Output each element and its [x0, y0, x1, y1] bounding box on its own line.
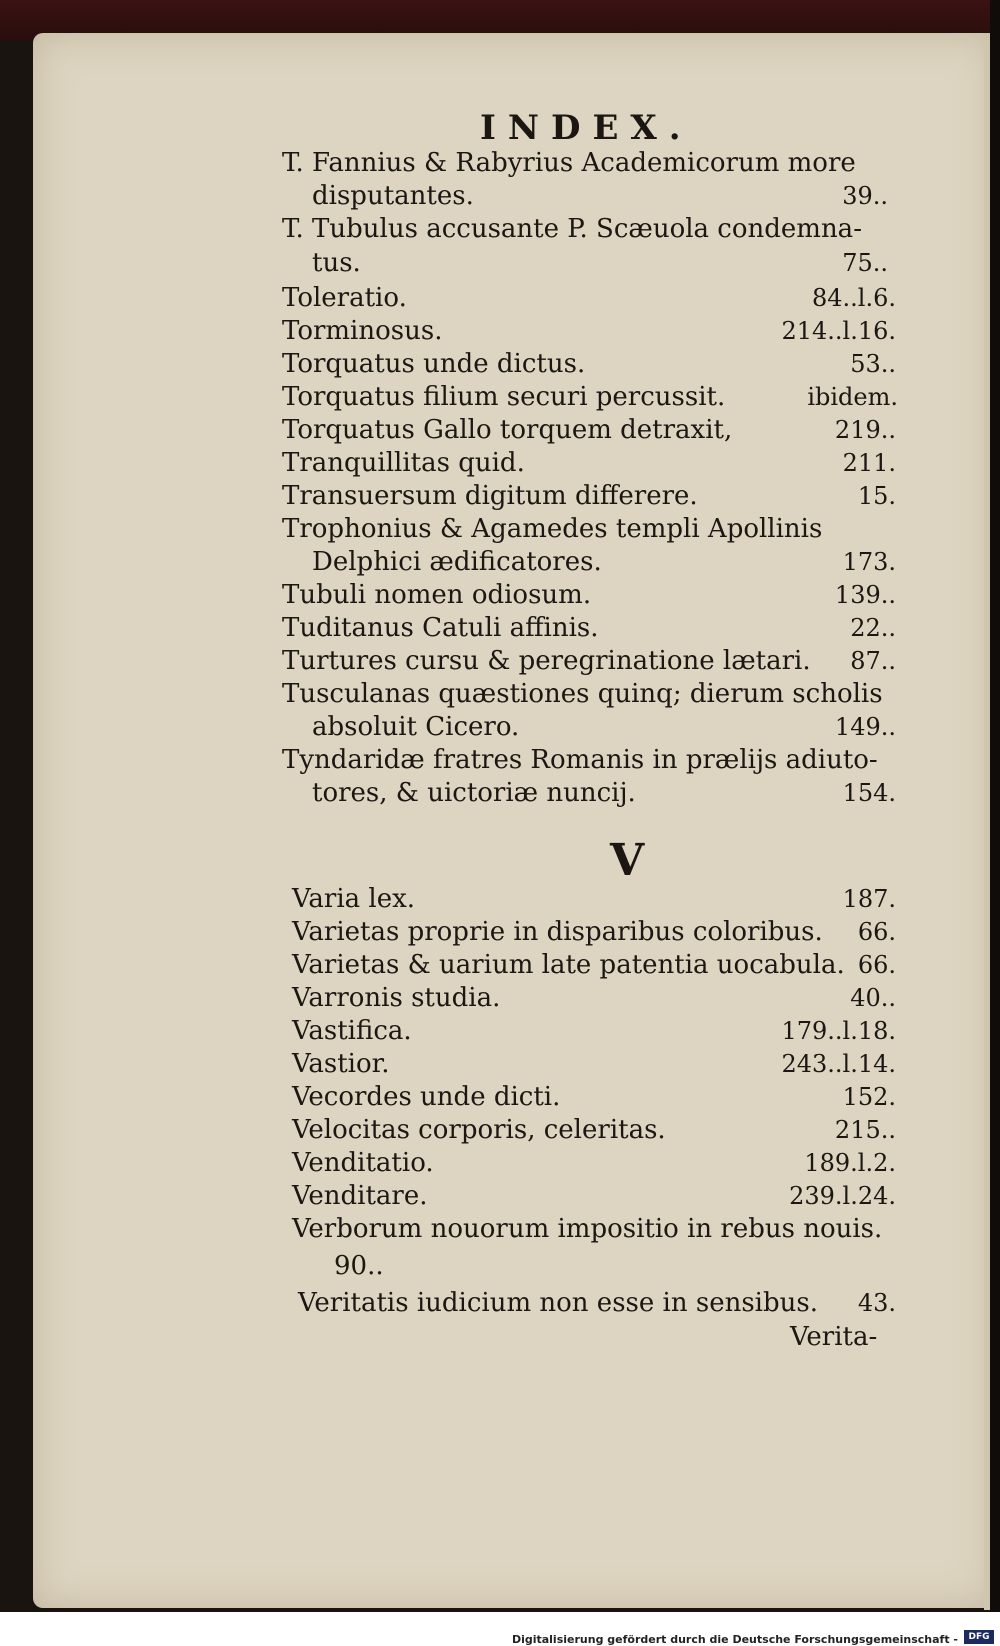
- index-entry: disputantes.: [312, 181, 474, 211]
- page-ref: 87..: [850, 647, 896, 675]
- page-ref: 215..: [834, 1116, 896, 1144]
- catchword: Verita-: [790, 1322, 878, 1352]
- page-ref: 39..: [842, 182, 888, 210]
- page-ref: 15.: [857, 482, 896, 510]
- page-ref: 75..: [842, 249, 888, 277]
- index-entry: Toleratio.: [282, 283, 407, 313]
- index-entry: Veritatis iudicium non esse in sensibus.: [298, 1288, 818, 1318]
- page-header: INDEX.: [480, 108, 693, 148]
- index-entry: Venditatio.: [292, 1148, 434, 1178]
- index-entry: Transuersum digitum differere.: [282, 481, 698, 511]
- page-ref: 22..: [850, 614, 896, 642]
- index-entry: Velocitas corporis, celeritas.: [292, 1115, 666, 1145]
- index-entry: Varietas proprie in disparibus coloribus.: [292, 917, 823, 947]
- page-ref: 179..l.18.: [781, 1017, 896, 1045]
- index-entry: absoluit Cicero.: [312, 712, 520, 742]
- page-ref: 152.: [842, 1083, 896, 1111]
- page-ref: 211.: [842, 449, 896, 477]
- index-entry: Varia lex.: [292, 884, 416, 914]
- page-ref: 139..: [834, 581, 896, 609]
- index-entry: T. Fannius & Rabyrius Academicorum more: [282, 148, 856, 178]
- index-entry: Torminosus.: [282, 316, 443, 346]
- page-ref: 53..: [850, 350, 896, 378]
- index-entry: Torquatus unde dictus.: [282, 349, 586, 379]
- index-entry: Turtures cursu & peregrinatione lætari.: [282, 646, 811, 676]
- index-entry: Tyndaridæ fratres Romanis in prælijs adiuto-: [282, 745, 878, 775]
- page-ref: 187.: [842, 885, 896, 913]
- index-entry: Vastifica.: [292, 1016, 412, 1046]
- dfg-logo-icon: DFG: [964, 1630, 994, 1644]
- page-ref: 154.: [842, 779, 896, 807]
- index-entry: 90..: [334, 1251, 384, 1281]
- page-ref: 173.: [842, 548, 896, 576]
- index-entry: tores, & uictoriæ nuncij.: [312, 778, 636, 808]
- index-entry: Vecordes unde dicti.: [292, 1082, 561, 1112]
- index-entry: Verborum nouorum impositio in rebus nouis.: [292, 1214, 883, 1244]
- footer-text: Digitalisierung gefördert durch die Deutsche Forschungsgemeinschaft -: [511, 1633, 958, 1646]
- page-ref: 219..: [834, 416, 896, 444]
- page-ref: 239.l.24.: [789, 1182, 896, 1210]
- page-ref: 40..: [850, 984, 896, 1012]
- page-ref: 243..l.14.: [781, 1050, 896, 1078]
- index-entry: Delphici ædificatores.: [312, 547, 602, 577]
- page-ref: 149..: [834, 713, 896, 741]
- index-entry: Torquatus Gallo torquem detraxit,: [282, 415, 733, 445]
- index-entry: Tusculanas quæstiones quinq; dierum scholis: [282, 679, 883, 709]
- index-entry: Torquatus filium securi percussit.: [282, 382, 726, 412]
- page-ref: 214..l.16.: [781, 317, 896, 345]
- index-entry: Varietas & uarium late patentia uocabula.: [292, 950, 845, 980]
- index-entry: Varronis studia.: [292, 983, 501, 1013]
- section-letter: V: [610, 835, 645, 886]
- index-entry: Tubuli nomen odiosum.: [282, 580, 592, 610]
- index-entry: Tranquillitas quid.: [282, 448, 525, 478]
- page-ref: 189.l.2.: [804, 1149, 896, 1177]
- index-entry: Venditare.: [292, 1181, 428, 1211]
- page-ref: 43.: [857, 1289, 896, 1317]
- index-entry: Vastior.: [292, 1049, 390, 1079]
- page-ref: 84..l.6.: [812, 284, 896, 312]
- page-ref: 66.: [857, 951, 896, 979]
- index-entry: T. Tubulus accusante P. Scæuola condemna-: [282, 214, 862, 244]
- index-entry: Trophonius & Agamedes templi Apollinis: [282, 514, 823, 544]
- page-ref: ibidem.: [807, 383, 898, 411]
- index-entry: Tuditanus Catuli affinis.: [282, 613, 599, 643]
- page-ref: 66.: [857, 918, 896, 946]
- index-entry: tus.: [312, 248, 361, 278]
